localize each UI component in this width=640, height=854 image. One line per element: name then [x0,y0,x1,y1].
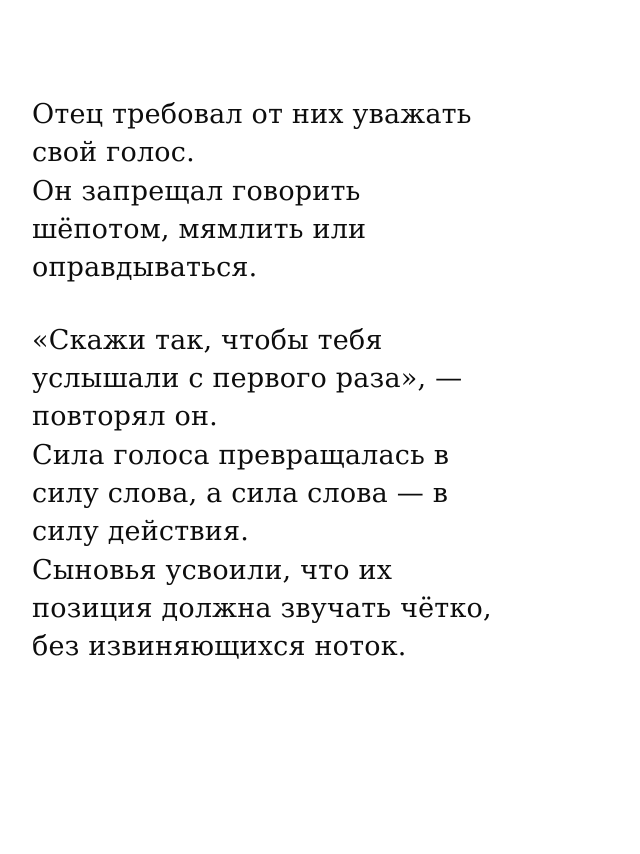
text-line: позиция должна звучать чётко, [32,592,492,624]
text-line: услышали с первого раза», — [32,362,463,394]
text-line: «Скажи так, чтобы тебя [32,324,383,356]
text-line: силу действия. [32,516,250,548]
text-line: шёпотом, мямлить или [32,213,367,245]
text-line: без извиняющихся ноток. [32,631,407,663]
document-text-block [32,96,600,667]
paragraph-2 [32,322,600,667]
text-line: Он запрещал говорить [32,175,361,207]
text-line: Сила голоса превращалась в [32,439,450,471]
text-line: оправдываться. [32,252,258,284]
text-line: Отец требовал от них уважать [32,99,472,130]
text-line: свой голос. [32,137,195,169]
text-line: силу слова, а сила слова — в [32,477,449,509]
paragraph-spacer [32,288,600,322]
text-line: повторял он. [32,401,218,433]
paragraph-1 [32,96,600,288]
text-line: Сыновья усвоили, что их [32,554,393,586]
